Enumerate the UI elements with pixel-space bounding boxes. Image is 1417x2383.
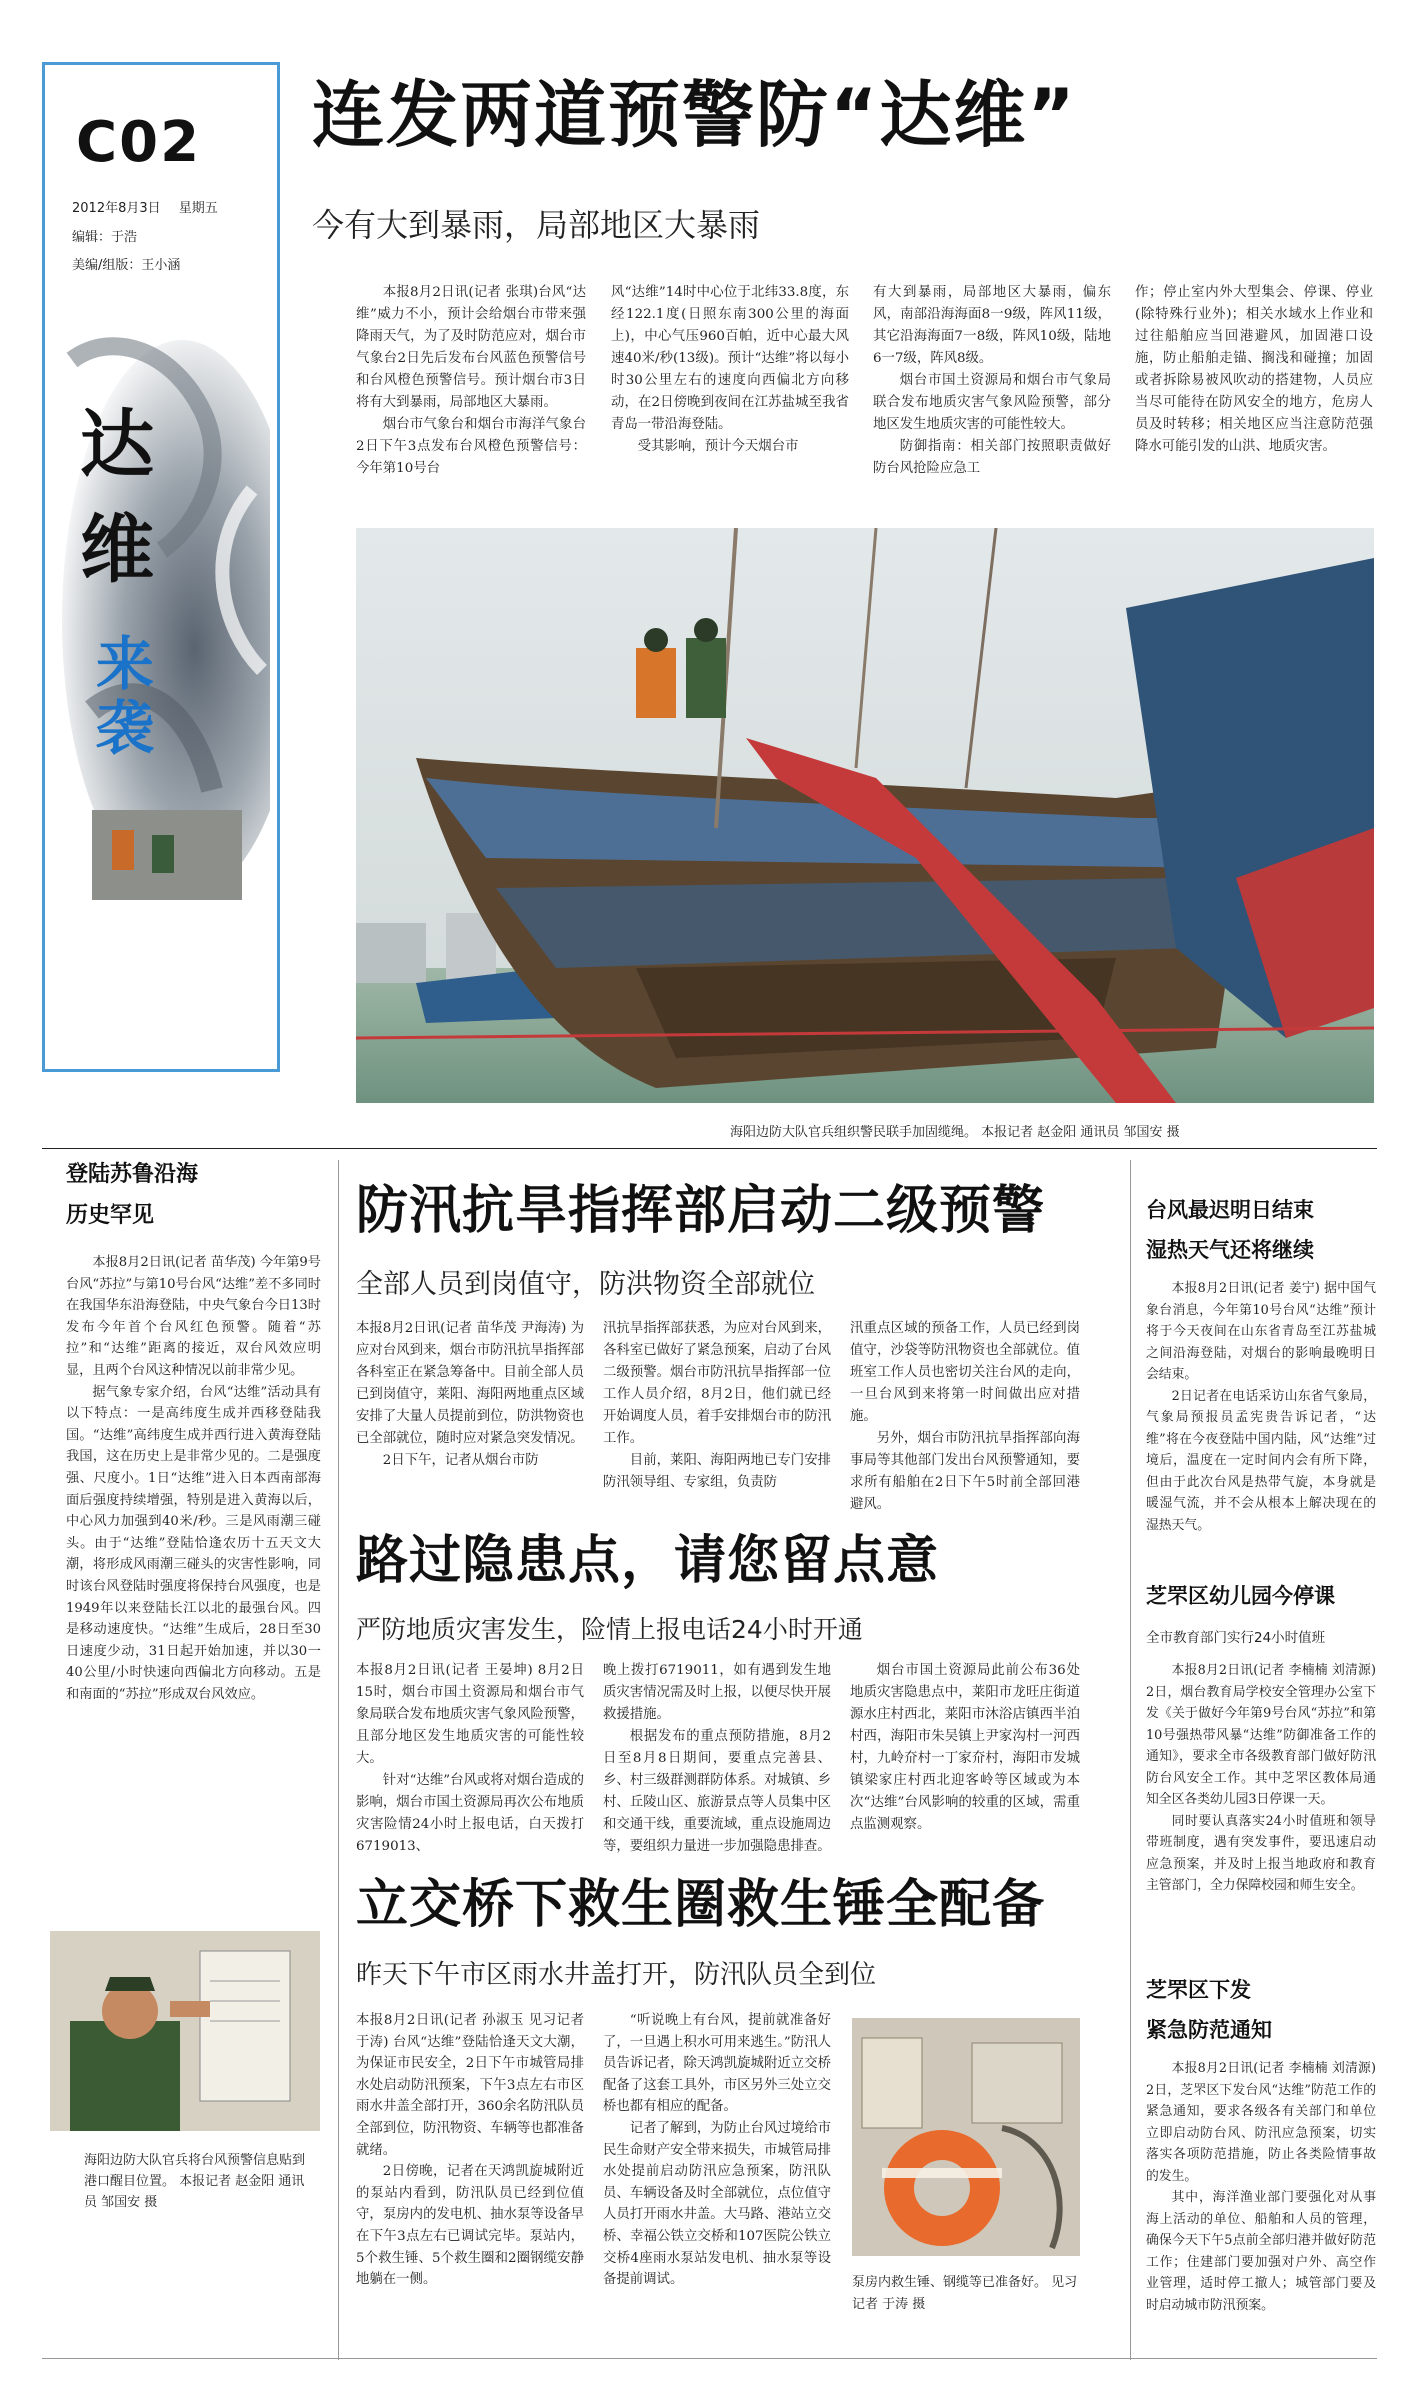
lead-col-2	[611, 282, 849, 458]
lead-col3-p3: 防御指南：相关部门按照职责做好防台风抢险应急工	[873, 439, 1111, 476]
story4-col2-p2: 记者了解到，为防止台风过境给市民生命财产安全带来损失，市城管局排水处提前启动防汛应急预案，防汛队员、车辆设备及时全部就位，点位值守人员打开雨水井盖。大马路、港站立交桥、幸福公铁立交桥和107医院公铁立交桥4座雨水泵站发电机、抽水泵等设备提前调试。	[603, 2120, 831, 2288]
left-story-body	[66, 1252, 321, 1705]
story3-col1-p2: 针对“达维”台风或将对烟台造成的影响，烟台市国土资源局再次公布地质灾害险情24小时上报电话，白天拨打6719013、	[356, 1773, 584, 1854]
story3-subhead: 严防地质灾害发生，险情上报电话24小时开通	[356, 1615, 863, 1644]
left-story-p2: 据气象专家介绍，台风“达维”活动具有以下特点：一是高纬度生成并西移登陆我国。“达维”高纬度生成并西行进入黄海登陆我国，这在历史上是非常少见的。二是强度强、尺度小。1日“达维”进入日本西南部海面后强度持续增强，特别是进入黄海以后，中心风力加强到40米/秒。三是风雨潮三碰头。由于“达维”登陆恰逢农历十五天文大潮，将形成风雨潮三碰头的灾害性影响，同时该台风登陆时强度将保持台风强度，也是1949年以来登陆长江以北的最强台风。四是移动速度快。“达维”生成后，28日至30日速度少动，31日起开始加速，并以30一40公里/小时快速向西偏北方向移动。五是和南面的“苏拉”形成双台风效应。	[66, 1384, 321, 1702]
story2-col2-p1: 汛抗旱指挥部获悉，为应对台风到来，各科室已做好了紧急预案，启动了台风二级预警。烟台市防汛抗旱指挥部一位工作人员介绍，8月2日，他们就已经开始调度人员，着手安排烟台市的防汛工作。	[603, 1321, 831, 1446]
right-s2-subtitle: 全市教育部门实行24小时值班	[1146, 1630, 1326, 1646]
story2-col2-p2: 目前，莱阳、海阳两地已专门安排防汛领导组、专家组，负责防	[603, 1453, 831, 1490]
right-s2-p2: 同时要认真落实24小时值班和领导带班制度，遇有突发事件，要迅速启动应急预案，并及时上报当地政府和教育主管部门，全力保障校园和师生安全。	[1146, 1813, 1376, 1893]
lead-col1-p2: 烟台市气象台和烟台市海洋气象台2日下午3点发布台风橙色预警信号：今年第10号台	[356, 417, 586, 476]
page-number: C02	[76, 110, 202, 175]
lead-col1-p1: 本报8月2日讯(记者 张琪)台风“达维”威力不小，预计会给烟台市带来强降雨天气，为了及时防范应对，烟台市气象台2日先后发布台风蓝色预警信号和台风橙色预警信号。预计烟台市3日将有大到暴雨，局部地区大暴雨。	[356, 285, 586, 410]
right-s1-p1: 本报8月2日讯(记者 姜宁) 据中国气象台消息，今年第10号台风“达维”预计将于今天夜间在山东省青岛至江苏盐城之间沿海登陆，对烟台的影响最晚明日会结束。	[1146, 1281, 1376, 1382]
section-char-wei: 维	[80, 507, 154, 593]
story3-col1-p1: 本报8月2日讯(记者 王晏坤) 8月2日15时，烟台市国土资源局和烟台市气象局联合发布地质灾害气象风险预警，且部分地区发生地质灾害的可能性较大。	[356, 1663, 584, 1766]
story4-photo	[852, 2018, 1080, 2256]
lead-photo	[356, 528, 1374, 1103]
story4-headline: 立交桥下救生圈救生锤全配备	[356, 1875, 1046, 1935]
story4-subhead: 昨天下午市区雨水井盖打开，防汛队员全到位	[356, 1960, 877, 1990]
lead-col3-p1: 有大到暴雨，局部地区大暴雨，偏东风，南部沿海海面8一9级，阵风11级，其它沿海海面7一8级，阵风10级，陆地6一7级，阵风8级。	[873, 285, 1111, 366]
section-divider	[42, 1148, 1377, 1149]
right-s3-body	[1146, 2058, 1376, 2316]
lead-col3-p2: 烟台市国土资源局和烟台市气象局联合发布地质灾害气象风险预警，部分地区发生地质灾害的可能性较大。	[873, 373, 1111, 432]
story4-col-1	[356, 2010, 584, 2291]
lead-col-1	[356, 282, 586, 480]
story2-col-3	[850, 1318, 1080, 1516]
story4-col1-p1: 本报8月2日讯(记者 孙淑玉 见习记者 于涛) 台风“达维”登陆恰逢天文大潮，为保证市民安全，2日下午市城管局排水处启动防汛预案，下午3点左右市区雨水井盖全部打开，360余名防汛队员全部到位，防汛物资、车辆等也都准备就绪。	[356, 2013, 584, 2158]
story2-col1-p1: 本报8月2日讯(记者 苗华茂 尹海涛) 为应对台风到来，烟台市防汛抗旱指挥部各科室正在紧急筹备中。目前全部人员已到岗值守，莱阳、海阳两地重点区域安排了大量人员提前到位，防洪物资也已全部就位，随时应对紧急突发情况。	[356, 1321, 584, 1446]
lead-col-3	[873, 282, 1111, 480]
lead-col2-p1: 风“达维”14时中心位于北纬33.8度，东经122.1度(日照东南300公里的海面上)，中心气压960百帕，近中心最大风速40米/秒(13级)。预计“达维”将以每小时30公里左右的速度向西偏北方向移动，在2日傍晚到夜间在江苏盐城至我省青岛一带沿海登陆。	[611, 285, 849, 432]
lead-col2-p2: 受其影响，预计今天烟台市	[637, 439, 799, 454]
right-s2-title: 芝罘区幼儿园今停课	[1146, 1584, 1335, 1608]
lead-headline: 连发两道预警防“达维”	[312, 73, 1077, 157]
story4-col1-p2: 2日傍晚，记者在天鸿凯旋城附近的泵站内看到，防汛队员已经到位值守，泵房内的发电机、抽水泵等设备早在下午3点左右已调试完毕。泵站内，5个救生锤、5个救生圈和2圈钢缆安静地躺在一侧。	[356, 2164, 584, 2288]
story3-col-1	[356, 1660, 584, 1858]
editor-credit: 编辑：于浩	[72, 230, 138, 245]
left-photo-caption: 海阳边防大队官兵将台风预警信息贴到港口醒目位置。 本报记者 赵金阳 通讯员 邹国安 摄	[84, 2153, 306, 2210]
story2-col-2	[603, 1318, 831, 1494]
story3-col-2	[603, 1660, 831, 1858]
right-s3-p2: 其中，海洋渔业部门要强化对从事海上活动的单位、船舶和人员的管理，确保今天下午5点前全部归港并做好防范工作；住建部门要加强对户外、高空作业管理，适时停工撤人；城管部门要及时启动城市防汛预案。	[1146, 2190, 1376, 2313]
story3-col-3	[850, 1660, 1080, 1836]
issue-weekday: 星期五	[178, 201, 218, 216]
column-divider-left	[338, 1160, 339, 2360]
section-char-da: 达	[80, 402, 154, 488]
right-s1-title-2: 湿热天气还将继续	[1146, 1238, 1314, 1262]
story3-col2-p2: 根据发布的重点预防措施，8月2日至8月8日期间，要重点完善县、乡、村三级群测群防体系。对城镇、乡村、丘陵山区、旅游景点等人员集中区和交通干线，重要流域，重点设施周边等，要组织力量进一步加强隐患排查。	[603, 1729, 831, 1854]
lead-col-4	[1135, 282, 1373, 458]
right-s2-p1: 本报8月2日讯(记者 李楠楠 刘清源) 2日，烟台教育局学校安全管理办公室下发《关于做好今年第9号台风“苏拉”和第10号强热带风暴“达维”防御准备工作的通知》，要求全市各级教育部门做好防汛防台风安全工作。其中芝罘区教体局通知全区各类幼儿园3日停课一天。	[1146, 1663, 1376, 1807]
section-subtitle	[96, 632, 156, 760]
issue-date: 2012年8月3日	[72, 201, 161, 216]
right-s3-title-1: 芝罘区下发	[1146, 1978, 1251, 2002]
bottom-rule	[42, 2358, 1377, 2359]
story2-headline: 防汛抗旱指挥部启动二级预警	[356, 1181, 1046, 1241]
right-s1-body	[1146, 1278, 1376, 1536]
lead-subhead: 今有大到暴雨，局部地区大暴雨	[312, 206, 761, 244]
story3-col2-p1: 晚上拨打6719011，如有遇到发生地质灾害情况需及时上报，以便尽快开展救援措施。	[603, 1663, 831, 1722]
left-photo	[50, 1931, 320, 2131]
story4-photo-caption: 泵房内救生锤、钢缆等已准备好。 见习记者 于涛 摄	[852, 2275, 1078, 2312]
story2-col1-p2: 2日下午，记者从烟台市防	[382, 1453, 539, 1468]
column-divider-right	[1130, 1160, 1131, 2360]
right-s3-p1: 本报8月2日讯(记者 李楠楠 刘清源) 2日，芝罘区下发台风“达维”防范工作的紧急通知，要求各级各有关部门和单位立即启动防台风、防汛应急预案，切实落实各项防范措施，防止各类险情事故的发生。	[1146, 2061, 1376, 2184]
section-subtitle-text: 来袭	[96, 630, 155, 762]
right-s1-title-1: 台风最迟明日结束	[1146, 1198, 1314, 1222]
story4-col2-p1: “听说晚上有台风，提前就准备好了，一旦遇上积水可用来逃生。”防汛人员告诉记者，除天鸿凯旋城附近立交桥配备了这套工具外，市区另外三处立交桥也都有相应的配备。	[603, 2013, 831, 2115]
left-story-title-1: 登陆苏鲁沿海	[66, 1162, 199, 1187]
right-s3-title-2: 紧急防范通知	[1146, 2018, 1272, 2042]
story2-col-1	[356, 1318, 584, 1472]
typhoon-swirl-art	[52, 290, 270, 910]
story3-col3-p1: 烟台市国土资源局此前公布36处地质灾害隐患点中，莱阳市龙旺庄街道源水庄村西北，莱阳市沐浴店镇西半泊村西，海阳市朱吴镇上尹家沟村一河西村，九岭夼村一丁家夼村，海阳市发城镇梁家庄村西北迎客岭等区域或为本次“达维”台风影响的较重的区域，需重点监测观察。	[850, 1663, 1080, 1832]
right-s1-p2: 2日记者在电话采访山东省气象局，气象局预报员孟宪贵告诉记者，“达维”将在今夜登陆中国内陆，风“达维”过境后，温度在一定时间内会有所下降，但由于此次台风是热带气旋，本身就是暖湿气流，并不会从根本上解决现在的湿热天气。	[1146, 1388, 1376, 1533]
story3-headline: 路过隐患点，请您留点意	[356, 1531, 940, 1591]
story2-col3-p2: 另外，烟台市防汛抗旱指挥部向海事局等其他部门发出台风预警通知，要求所有船舶在2日下午5时前全部回港避风。	[850, 1431, 1080, 1512]
masthead-date-line	[72, 197, 218, 216]
lead-photo-caption: 海阳边防大队官兵组织警民联手加固缆绳。 本报记者 赵金阳 通讯员 邹国安 摄	[730, 1125, 1180, 1140]
story4-col-2	[603, 2010, 831, 2291]
lead-col4-p1: 作；停止室内外大型集会、停课、停业(除特殊行业外)；相关水域水上作业和过往船舶应当回港避风，加固港口设施，防止船舶走锚、搁浅和碰撞；加固或者拆除易被风吹动的搭建物，人员应当尽可能待在防风安全的地方，危房人员及时转移；相关地区应当注意防范强降水可能引发的山洪、地质灾害。	[1135, 285, 1373, 454]
left-story-title-2: 历史罕见	[66, 1203, 155, 1228]
designer-credit: 美编/组版：王小涵	[72, 258, 181, 273]
story2-col3-p1: 汛重点区域的预备工作，人员已经到岗值守，沙袋等防汛物资也全部就位。值班室工作人员也密切关注台风的走向，一旦台风到来将第一时间做出应对措施。	[850, 1321, 1080, 1424]
left-story-p1: 本报8月2日讯(记者 苗华茂) 今年第9号台风“苏拉”与第10号台风“达维”差不多同时在我国华东沿海登陆，中央气象台今日13时发布今年首个台风红色预警。随着“苏拉”和“达维”距离的接近，双台风效应明显，且两个台风这种情况以前非常少见。	[66, 1255, 321, 1378]
story2-subhead: 全部人员到岗值守，防洪物资全部就位	[356, 1269, 815, 1300]
right-s2-body	[1146, 1660, 1376, 1897]
